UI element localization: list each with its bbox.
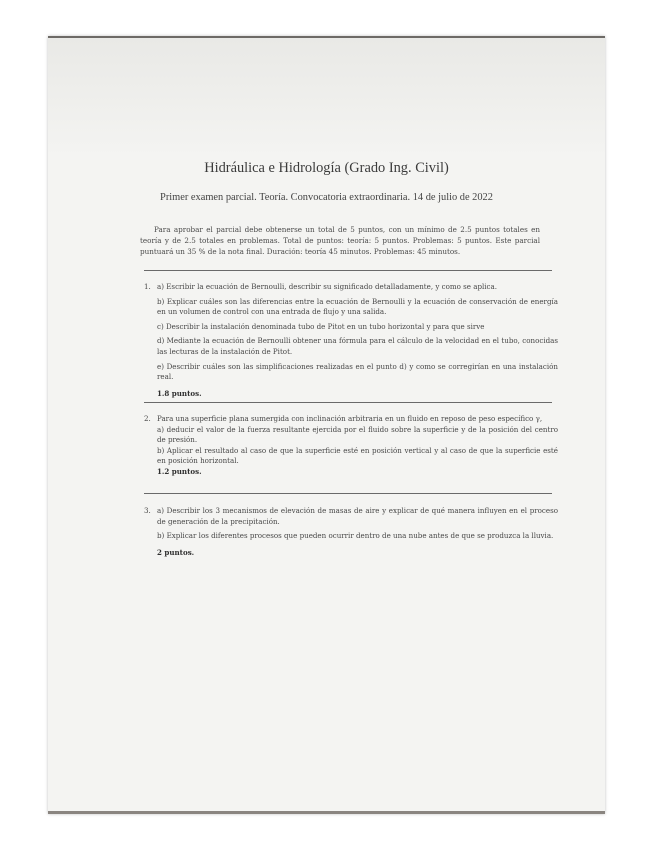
question-part: e) Describir cuáles son las simplificaciones realizadas en el punto d) y como se corregirían en una instalación real. [157,361,558,382]
exam-instructions: Para aprobar el parcial debe obtenerse un total de 5 puntos, con un mínimo de 2.5 puntos totales en teoría y de 2.5 totales en problemas. Total de puntos: teoría: 5 puntos. Problemas: 5 puntos. Este parcial puntuará un 35 % de la nota final. Duración: teoría 45 minutos. Problemas: 45 minutos. [140,225,540,256]
question-2 [144,414,558,478]
question-part: b) Explicar cuáles son las diferencias entre la ecuación de Bernoulli y la ecuación de conservación de energía en un volumen de control con una entrada de flujo y una salida. [157,296,558,317]
question-1 [144,282,558,399]
question-number: 1. [144,282,151,291]
question-part: d) Mediante la ecuación de Bernoulli obtener una fórmula para el cálculo de la velocidad en el tubo, conocidas las lecturas de la instalación de Pitot. [157,336,558,356]
exam-sheet [48,36,605,814]
divider [144,402,552,403]
question-part: b) Explicar los diferentes procesos que pueden ocurrir dentro de una nube antes de que se produzca la lluvia. [157,531,554,541]
question-part: c) Describir la instalación denominada tubo de Pitot en un tubo horizontal y para que sirve [157,321,485,331]
question-number: 2. [144,414,151,423]
question-part: a) deducir el valor de la fuerza resultante ejercida por el fluido sobre la superficie y de la posición del centro de presión. [157,424,558,445]
question-3 [144,506,558,558]
divider [144,270,552,271]
question-points: 1.2 puntos. [157,466,202,476]
exam-title: Hidráulica e Hidrología (Grado Ing. Civil) [204,160,449,176]
question-number: 3. [144,506,151,515]
question-part: a) Escribir la ecuación de Bernoulli, describir su significado detalladamente, y como se aplica. [157,282,497,291]
question-part: Para una superficie plana sumergida con inclinación arbitraria en un fluido en reposo de peso específico γ, [157,414,543,423]
question-part: b) Aplicar el resultado al caso de que la superficie esté en posición vertical y al caso de que la superficie esté en posición horizontal. [157,445,558,466]
exam-subtitle: Primer examen parcial. Teoría. Convocatoria extraordinaria. 14 de julio de 2022 [160,192,493,203]
divider [144,493,552,494]
question-points: 2 puntos. [157,547,195,557]
question-points: 1.8 puntos. [157,388,202,398]
question-part: a) Describir los 3 mecanismos de elevación de masas de aire y explicar de qué manera influyen en el proceso de generación de la precipitación. [157,506,558,526]
